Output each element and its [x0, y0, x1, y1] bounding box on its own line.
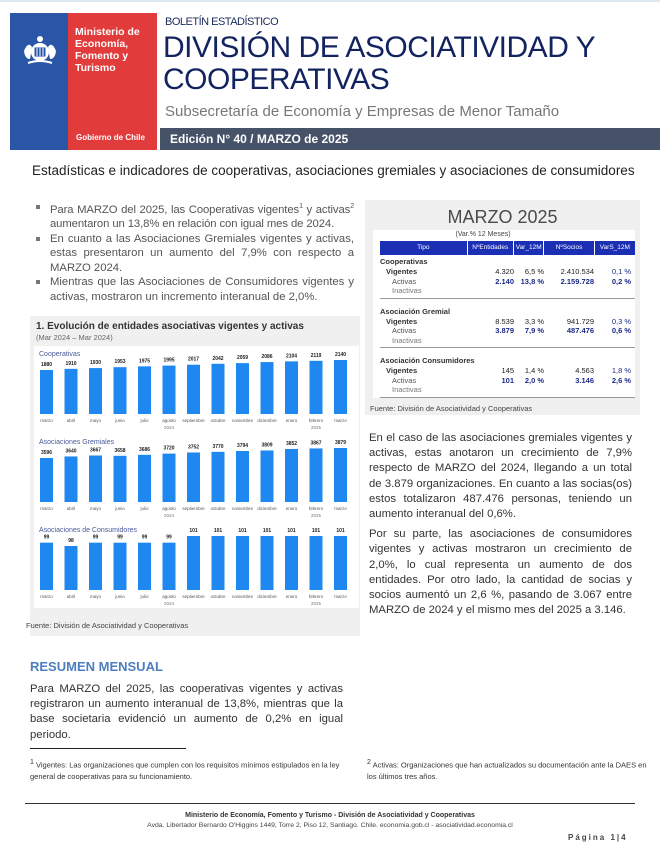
panel-title: Asociaciones Gremiales: [39, 439, 115, 446]
column-header[interactable]: VarS_12M: [599, 244, 630, 251]
table-group: [380, 257, 635, 299]
category-label: febrero: [308, 594, 324, 599]
highlight-item: En cuanto a las Asociaciones Gremiales vigentes y activas, estas presentaron un aumento del 7,9% con respecto a MARZO 2024.: [36, 232, 354, 276]
chart-source: Fuente: División de Asociatividad y Cooperativas: [26, 621, 189, 630]
data-label: 99: [43, 534, 50, 541]
edition-bar: Edición N° 40 / MARZO de 2025: [160, 128, 660, 150]
data-label: 3867: [310, 440, 322, 447]
data-label: 3809: [261, 442, 273, 449]
category-label: noviembre: [231, 506, 254, 511]
bar: [65, 456, 78, 502]
data-label: 101: [262, 528, 272, 534]
table-cell: 0,2 %: [611, 276, 631, 286]
category-label: mayo: [89, 418, 102, 423]
category-label: diciembre: [257, 594, 277, 599]
bar: [212, 452, 225, 502]
table-cell: Vigentes: [386, 366, 418, 375]
table-cell: 3,3 %: [524, 316, 544, 326]
analysis-paragraph: Por su parte, las asociaciones de consumidores vigentes y activas mostraron un crecimiento de 2,0%, lo cual representa un aumento de dos entidades. Por otro lado, la cantidad de socias y socios aumentó un 2,6 %, pasando de 3.067 entre MARZO de 2024 y el mismo mes del 2025 a 3.146.: [369, 528, 632, 617]
summary-table: [373, 230, 635, 398]
bar: [261, 536, 274, 590]
data-label: 1880: [40, 362, 53, 368]
data-label: 3852: [285, 440, 298, 447]
category-label: julio: [140, 506, 149, 511]
bar: [261, 362, 274, 414]
footer-divider: [25, 803, 635, 804]
table-cell: 0,1 %: [611, 267, 631, 276]
category-label: abril: [66, 506, 76, 511]
data-label: 2042: [212, 355, 224, 362]
bar: [236, 536, 249, 590]
data-label: 1930: [89, 360, 102, 367]
year-label: 2024: [163, 425, 175, 430]
data-label: 3667: [89, 447, 102, 454]
category-label: marzo: [40, 506, 53, 511]
data-label: 1975: [138, 358, 151, 365]
bar: [65, 369, 78, 414]
bar: [138, 366, 151, 414]
data-label: 3720: [163, 445, 175, 452]
table-cell: Inactivas: [392, 286, 422, 295]
category-label: julio: [140, 594, 149, 599]
logo-blue-band: [10, 13, 68, 150]
category-label: mayo: [89, 594, 102, 599]
data-label: 101: [213, 528, 223, 534]
category-label: abril: [66, 594, 76, 599]
table-cell: [594, 286, 631, 296]
footer-address: Avda. Libertador Bernardo O'Higgins 1449, Torre 2, Piso 12, Santiago. Chile. economia.gob.cl - asociatividad.economia.cl: [147, 822, 513, 829]
data-label: 2140: [334, 352, 347, 358]
chart-subtitle: (Mar 2024 – Mar 2024): [36, 333, 113, 342]
category-label: abril: [66, 418, 76, 423]
data-label: 1953: [114, 359, 126, 366]
table-group: [380, 356, 635, 398]
category-label: marzo: [334, 594, 347, 599]
data-label: 3752: [187, 444, 200, 451]
highlight-text: aumentaron un 13,8% en relación con igual mes de 2024.: [50, 218, 335, 231]
bar: [187, 452, 200, 502]
table-cell: 941.729: [566, 316, 594, 326]
table-cell: [514, 385, 544, 395]
bar: [285, 361, 298, 414]
footnote-2: [367, 757, 652, 782]
footnote-text: Activas: Organizaciones que han actualizados su documentación ante la DAES en los últimos tres años.: [367, 760, 647, 781]
summary-text: Para MARZO del 2025, las cooperativas vigentes y activas registraron un aumento interanual de 13,8%, mientras que la base societaria evidenció un aumento de 0,2% en igual periodo.: [30, 683, 343, 741]
bar: [236, 363, 249, 414]
column-header[interactable]: NºEntidades: [468, 241, 514, 255]
data-label: 101: [336, 528, 345, 534]
table-cell: Activas: [392, 276, 417, 286]
footnote-mark: 1: [30, 759, 34, 766]
category-label: marzo: [40, 594, 53, 599]
table-cell: Vigentes: [386, 316, 418, 326]
page-title: DIVISIÓN DE ASOCIATIVIDAD Y COOPERATIVAS: [163, 31, 595, 96]
column-header[interactable]: Tipo: [380, 241, 468, 255]
table-cell: 2,0 %: [524, 375, 544, 385]
bar: [40, 458, 53, 502]
bar: [114, 367, 127, 414]
footnote-ref: 2: [350, 203, 354, 210]
bar: [114, 543, 127, 590]
data-label: 3640: [65, 448, 77, 455]
category-label: agosto: [162, 506, 176, 511]
highlight-text: y activas: [302, 203, 351, 216]
footnote-ref: 1: [299, 203, 303, 210]
data-label: 1995: [163, 357, 175, 364]
year-label: 2024: [163, 601, 175, 606]
table-cell: Vigentes: [386, 267, 418, 276]
category-label: mayo: [89, 506, 102, 511]
bar: [187, 536, 200, 590]
table-cell: 0,3 %: [611, 316, 631, 326]
data-label: 3794: [236, 443, 249, 450]
series-label: BOLETÍN ESTADÍSTICO: [165, 16, 279, 28]
bar: [89, 455, 102, 502]
data-label: 99: [166, 534, 172, 541]
table-cell: [514, 286, 544, 296]
summary-heading: RESUMEN MENSUAL: [30, 659, 163, 674]
bar: [114, 456, 127, 502]
bar: [212, 536, 225, 590]
bar: [163, 366, 176, 414]
chart-area: [34, 346, 359, 608]
table-cell: [468, 286, 514, 296]
table-row: [380, 336, 635, 346]
data-label: 99: [117, 534, 123, 541]
page-subtitle: Subsecretaría de Economía y Empresas de Menor Tamaño: [165, 103, 560, 120]
data-label: 101: [311, 528, 321, 534]
bar: [285, 449, 298, 502]
footnote-divider: [30, 748, 186, 749]
category-label: diciembre: [257, 506, 277, 511]
bar: [138, 455, 151, 502]
category-label: junio: [115, 594, 125, 599]
table-cell: [594, 385, 631, 395]
data-label: 3658: [114, 447, 126, 454]
bar: [138, 543, 151, 590]
data-label: 101: [238, 528, 247, 534]
category-label: septiembre: [182, 594, 205, 599]
category-label: noviembre: [231, 594, 254, 599]
category-label: junio: [115, 418, 125, 423]
table-row: [380, 376, 635, 386]
table-cell: 7,9 %: [524, 326, 544, 335]
category-label: octubre: [210, 594, 226, 599]
data-label: 2017: [187, 356, 200, 363]
chart-title: 1. Evolución de entidades asociativas vigentes y activas: [36, 321, 304, 332]
table-cell: Inactivas: [392, 335, 422, 345]
coat-of-arms-icon: [22, 35, 58, 67]
table-cell: 0,6 %: [611, 326, 631, 335]
bar: [89, 368, 102, 414]
bar: [236, 451, 249, 502]
data-label: 3770: [212, 443, 224, 450]
group-name: Asociación Gremial: [380, 306, 451, 316]
table-cell: 8.539: [495, 316, 514, 326]
table-cell: 487.476: [566, 326, 594, 335]
category-label: julio: [140, 418, 149, 423]
category-label: septiembre: [182, 506, 205, 511]
table-row: [380, 366, 635, 376]
table-cell: Inactivas: [392, 385, 422, 394]
column-header[interactable]: Var_12M: [514, 241, 545, 255]
category-label: febrero: [308, 418, 324, 423]
category-label: febrero: [308, 506, 324, 511]
category-label: diciembre: [257, 418, 277, 423]
category-label: marzo: [334, 418, 347, 423]
data-label: 99: [92, 534, 99, 541]
table-cell: 4.563: [575, 366, 594, 375]
page-number: Página 1|4: [568, 833, 628, 842]
summary-table-subtitle: (Var.% 12 Meses): [455, 231, 511, 238]
data-label: 2086: [261, 354, 273, 361]
data-label: 3686: [138, 446, 151, 453]
category-label: enero: [285, 418, 298, 423]
table-cell: 101: [501, 375, 514, 385]
bar: [65, 546, 78, 590]
bar-charts: [34, 346, 359, 608]
table-row: [380, 286, 635, 296]
panel-title: Asociaciones de Consumidores: [39, 527, 138, 534]
table-cell: 3.879: [495, 326, 514, 335]
category-label: enero: [285, 506, 298, 511]
table-header: [380, 241, 635, 255]
table-cell: [514, 336, 544, 346]
year-label: 2025: [310, 601, 322, 606]
government-label: Gobierno de Chile: [76, 133, 145, 142]
year-label: 2025: [310, 513, 322, 518]
footnote-text: Vigentes: Las organizaciones que cumplen con los requisitos mínimos estipulados en la ley general de cooperativas para su funcionamiento.: [30, 760, 340, 781]
table-row: [380, 317, 635, 327]
table-cell: 2.140: [495, 276, 514, 286]
category-label: octubre: [210, 418, 226, 423]
table-source: Fuente: División de Asociatividad y Cooperativas: [370, 404, 533, 413]
bar: [285, 536, 298, 590]
highlight-text: Para MARZO del 2025, las Cooperativas vigentes: [50, 203, 300, 216]
table-cell: 4.320: [495, 267, 514, 276]
table-cell: 1,4 %: [524, 366, 544, 375]
group-name: Asociación Consumidores: [380, 356, 475, 365]
highlights-list: [36, 200, 354, 304]
data-label: 2059: [236, 355, 249, 362]
analysis-paragraph: En el caso de las asociaciones gremiales vigentes y activas, estas anotaron un crecimiento de 7,9% respecto de MARZO del 2024, llegando a un total de 3.879 organizaciones. En cuanto a las socias(os) estos totalizaron 487.476 personas, teniendo un aumento interanual del 0,6%.: [369, 432, 632, 521]
category-label: agosto: [162, 594, 176, 599]
data-label: 3596: [40, 450, 53, 456]
group-name: Cooperativas: [380, 257, 428, 266]
top-border: [0, 0, 660, 2]
highlight-item: [36, 200, 354, 232]
bar: [310, 536, 323, 590]
chart-panel: [26, 316, 360, 636]
table-row: [380, 385, 635, 395]
government-logo: [10, 13, 157, 150]
data-label: 99: [141, 534, 148, 541]
data-label: 2104: [285, 353, 298, 360]
bar: [40, 370, 53, 414]
footnote-mark: 2: [367, 759, 371, 766]
data-label: 2119: [310, 352, 322, 359]
table-row: [380, 326, 635, 336]
panel-title: Cooperativas: [39, 351, 81, 358]
bar: [334, 536, 347, 590]
table-cell: 3.146: [575, 375, 594, 385]
analysis-text: [369, 431, 632, 623]
table-cell: 2,6 %: [611, 375, 631, 385]
data-label: 98: [68, 538, 74, 544]
data-label: 1910: [65, 360, 77, 367]
summary-table-panel: [365, 200, 640, 415]
bar: [310, 448, 323, 502]
table-group: [380, 307, 635, 349]
table-cell: 6,5 %: [524, 267, 544, 276]
table-cell: [544, 286, 594, 296]
table-cell: 145: [501, 366, 514, 375]
bar: [334, 360, 347, 414]
year-label: 2025: [310, 425, 322, 430]
table-cell: [544, 385, 594, 395]
footer-org: Ministerio de Economía, Fomento y Turismo - División de Asociatividad y Cooperativas: [185, 812, 475, 819]
table-cell: 13,8 %: [520, 276, 544, 286]
bar: [187, 365, 200, 414]
table-cell: Activas: [392, 375, 417, 385]
table-row: [380, 277, 635, 287]
data-label: 101: [189, 528, 198, 534]
table-cell: 2.410.534: [560, 267, 594, 276]
summary-table-title: MARZO 2025: [447, 207, 558, 227]
column-header[interactable]: NºSocios: [544, 241, 594, 255]
table-body: [380, 257, 635, 406]
bar: [163, 543, 176, 590]
category-label: marzo: [40, 418, 53, 423]
category-label: marzo: [334, 506, 347, 511]
bar: [89, 543, 102, 590]
table-cell: [544, 336, 594, 346]
category-label: noviembre: [231, 418, 254, 423]
bar: [212, 364, 225, 414]
table-cell: 2.159.728: [560, 276, 594, 286]
category-label: junio: [115, 506, 125, 511]
category-label: enero: [285, 594, 298, 599]
category-label: septiembre: [182, 418, 205, 423]
bar: [310, 361, 323, 414]
table-cell: [594, 336, 631, 346]
bar: [334, 448, 347, 502]
category-label: agosto: [162, 418, 176, 423]
lead-heading: Estadísticas e indicadores de cooperativas, asociaciones gremiales y asociaciones de consumidores: [32, 163, 635, 178]
data-label: 3879: [334, 440, 347, 446]
table-cell: [468, 336, 514, 346]
footnote-1: [30, 757, 355, 782]
year-label: 2024: [163, 513, 175, 518]
table-cell: Activas: [392, 326, 417, 335]
bar: [261, 450, 274, 502]
table-cell: 1,8 %: [611, 366, 631, 375]
data-label: 101: [287, 528, 296, 534]
ministry-name: Ministerio de Economía, Fomento y Turismo: [75, 26, 140, 74]
bar: [40, 543, 53, 590]
table-cell: [468, 385, 514, 395]
table-row: [380, 267, 635, 277]
highlight-item: Mientras que las Asociaciones de Consumidores vigentes y activas, mostraron un incremento interanual de 2,0%.: [36, 275, 354, 304]
bar: [163, 454, 176, 502]
category-label: octubre: [210, 506, 226, 511]
